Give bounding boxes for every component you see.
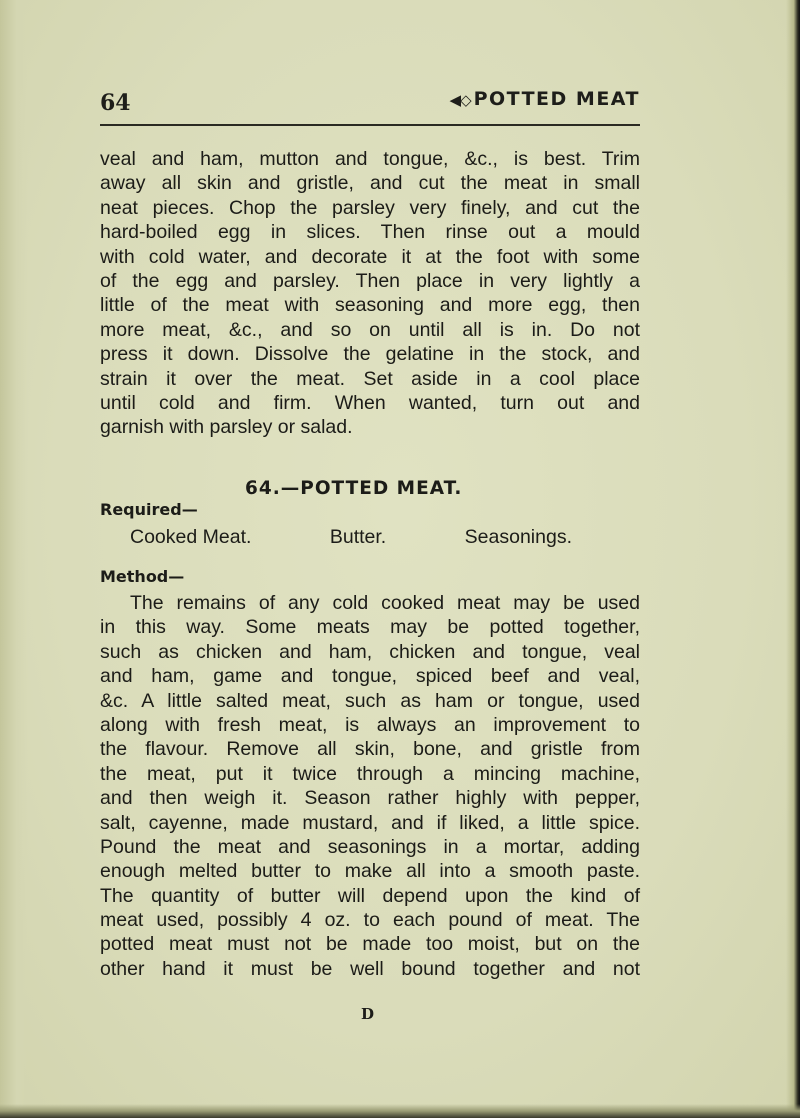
paragraph-line: &c. A little salted meat, such as ham or tongue, used	[100, 689, 640, 712]
paragraph-line: until cold and firm. When wanted, turn out and	[100, 391, 640, 414]
paragraph-line: of the egg and parsley. Then place in very lightly a	[100, 269, 640, 292]
page-gutter-shadow	[0, 0, 28, 1118]
paragraph-line: the flavour. Remove all skin, bone, and gristle from	[100, 738, 640, 761]
paragraph-line: and then weigh it. Season rather highly with pepper,	[100, 787, 640, 810]
paragraph-line: along with fresh meat, is always an improvement to	[100, 713, 640, 736]
continuation-paragraph	[100, 147, 640, 440]
paragraph-line: neat pieces. Chop the parsley very finely, and cut the	[100, 196, 640, 219]
paragraph-line: away all skin and gristle, and cut the meat in small	[100, 172, 640, 195]
paragraph-line: The remains of any cold cooked meat may be used	[130, 592, 640, 614]
ingredient-item: Seasonings.	[464, 526, 572, 548]
ingredient-item: Butter.	[329, 526, 387, 548]
paragraph-line: other hand it must be well bound together and not	[100, 957, 640, 980]
recipe-heading: 64.—POTTED MEAT.	[245, 478, 463, 499]
paragraph-line: and ham, game and tongue, spiced beef and veal,	[100, 665, 640, 688]
required-label: Required—	[100, 500, 198, 519]
paragraph-line: garnish with parsley or salad.	[100, 416, 353, 439]
paragraph-line: strain it over the meat. Set aside in a cool place	[100, 367, 640, 390]
running-head-title: POTTED MEAT	[473, 88, 640, 110]
paragraph-line: press it down. Dissolve the gelatine in the stock, and	[100, 343, 640, 366]
method-label: Method—	[100, 567, 185, 586]
paragraph-line: the meat, put it twice through a mincing machine,	[100, 762, 640, 785]
ingredient-item: Cooked Meat.	[130, 526, 252, 548]
paragraph-line: hard-boiled egg in slices. Then rinse out a mould	[100, 221, 640, 244]
paragraph-line: with cold water, and decorate it at the foot with some	[100, 245, 640, 268]
paragraph-line: salt, cayenne, made mustard, and if liked, a little spice.	[100, 811, 640, 834]
paragraph-line: Pound the meat and seasonings in a mortar, adding	[100, 835, 640, 858]
signature-mark: D	[361, 1005, 375, 1023]
page-bottom-shadow	[0, 1104, 800, 1118]
page-number: 64	[100, 90, 131, 116]
ingredients-list	[130, 526, 572, 549]
paragraph-line: in this way. Some meats may be potted together,	[100, 616, 640, 639]
paragraph-line: enough melted butter to make all into a smooth paste.	[100, 860, 640, 883]
paragraph-line: The quantity of butter will depend upon the kind of	[100, 884, 640, 907]
page-header	[100, 86, 640, 120]
header-rule	[100, 124, 640, 126]
paragraph-line: such as chicken and ham, chicken and tongue, veal	[100, 640, 640, 663]
paragraph-line: veal and ham, mutton and tongue, &c., is best. Trim	[100, 148, 640, 170]
paragraph-line: meat used, possibly 4 oz. to each pound of meat. The	[100, 909, 640, 932]
method-paragraph	[100, 591, 640, 981]
paragraph-line: potted meat must not be made too moist, but on the	[100, 933, 640, 956]
paragraph-line: little of the meat with seasoning and more egg, then	[100, 294, 640, 317]
page-edge-shadow	[786, 0, 800, 1118]
ornament-icon: ◀◇	[449, 91, 471, 109]
running-head	[450, 88, 640, 110]
paragraph-line: more meat, &c., and so on until all is in. Do not	[100, 318, 640, 341]
